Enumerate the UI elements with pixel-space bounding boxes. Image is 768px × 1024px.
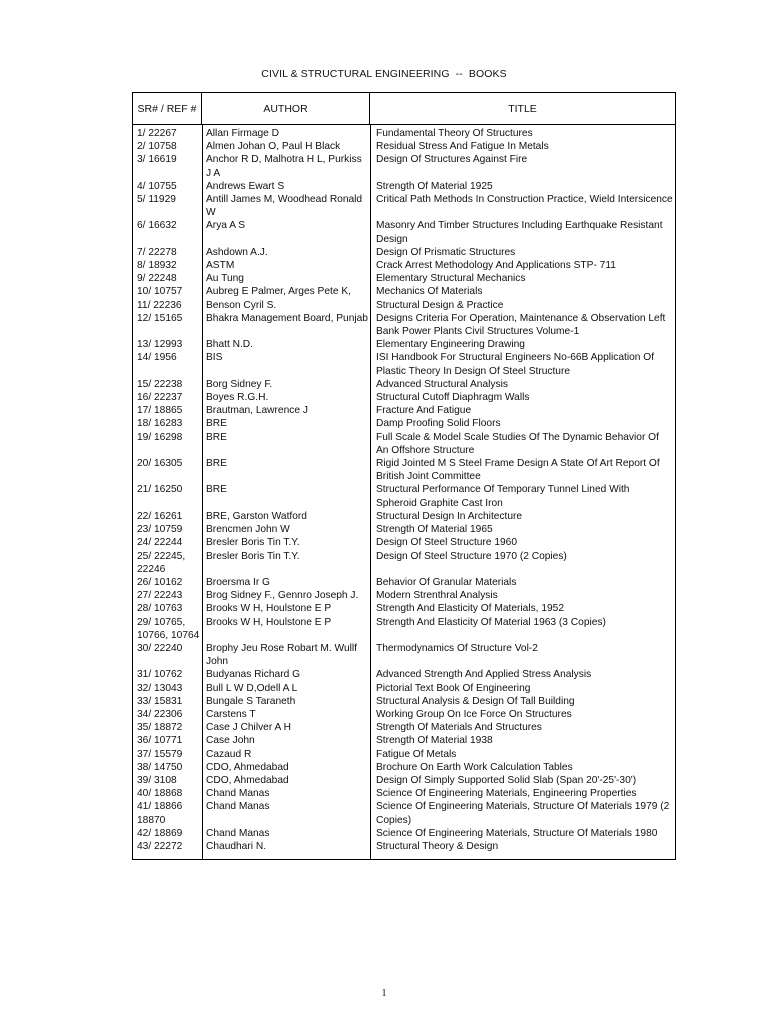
author-cell: Boyes R.G.H. bbox=[206, 392, 269, 404]
ref-cell: 5/ 11929 bbox=[137, 194, 176, 206]
author-cell: CDO, Ahmedabad bbox=[206, 761, 289, 773]
title-cell: Pictorial Text Book Of Engineering bbox=[376, 682, 531, 694]
table-row bbox=[133, 536, 675, 549]
author-cell: Brooks W H, Houlstone E P bbox=[206, 603, 332, 615]
table-row bbox=[133, 378, 675, 391]
table-row bbox=[133, 523, 675, 536]
title-cell: Crack Arrest Methodology And Applications STP- 711 bbox=[376, 260, 616, 272]
ref-cell: 9/ 22248 bbox=[137, 273, 177, 285]
table-row bbox=[133, 550, 675, 576]
table-row bbox=[133, 510, 675, 523]
title-cell: Science Of Engineering Materials, Structure Of Materials 1979 (2 Copies) bbox=[376, 801, 670, 826]
ref-cell: 22/ 16261 bbox=[137, 510, 183, 522]
column-divider bbox=[202, 125, 203, 859]
table-row bbox=[133, 431, 675, 457]
table-row bbox=[133, 351, 675, 377]
title-cell: Advanced Strength And Applied Stress Analysis bbox=[376, 669, 592, 681]
author-cell: Bresler Boris Tin T.Y. bbox=[206, 550, 300, 562]
table-row bbox=[133, 616, 675, 642]
author-cell: BRE bbox=[206, 418, 227, 430]
author-cell: Allan Firmage D bbox=[206, 128, 280, 139]
author-cell: Almen Johan O, Paul H Black bbox=[206, 141, 341, 153]
title-cell: Structural Theory & Design bbox=[376, 840, 499, 852]
ref-cell: 21/ 16250 bbox=[137, 484, 183, 496]
title-cell: Masonry And Timber Structures Including Earthquake Resistant Design bbox=[376, 220, 663, 245]
author-cell: Arya A S bbox=[206, 220, 246, 232]
title-cell: Thermodynamics Of Structure Vol-2 bbox=[376, 642, 538, 654]
column-divider bbox=[370, 125, 371, 859]
table-row bbox=[133, 127, 675, 140]
ref-cell: 41/ 18866 18870 bbox=[137, 801, 183, 826]
table-row bbox=[133, 668, 675, 681]
table-row bbox=[133, 827, 675, 840]
table-row bbox=[133, 457, 675, 483]
title-cell: Strength Of Material 1965 bbox=[376, 524, 493, 536]
ref-cell: 42/ 18869 bbox=[137, 827, 183, 839]
author-cell: Brooks W H, Houlstone E P bbox=[206, 616, 332, 628]
ref-cell: 6/ 16632 bbox=[137, 220, 177, 232]
author-cell: Andrews Ewart S bbox=[206, 180, 285, 192]
title-cell: Elementary Engineering Drawing bbox=[376, 339, 525, 351]
table-row bbox=[133, 246, 675, 259]
title-cell: Behavior Of Granular Materials bbox=[376, 576, 517, 588]
author-cell: Au Tung bbox=[206, 273, 244, 285]
table-row bbox=[133, 312, 675, 338]
table-row bbox=[133, 391, 675, 404]
table-row bbox=[133, 774, 675, 787]
ref-cell: 13/ 12993 bbox=[137, 339, 183, 351]
table-row bbox=[133, 338, 675, 351]
table-row bbox=[133, 140, 675, 153]
author-cell: Carstens T bbox=[206, 708, 256, 720]
table-row bbox=[133, 153, 675, 179]
author-cell: Benson Cyril S. bbox=[206, 299, 277, 311]
ref-cell: 40/ 18868 bbox=[137, 788, 183, 800]
table-row bbox=[133, 800, 675, 826]
title-cell: Advanced Structural Analysis bbox=[376, 378, 508, 390]
ref-cell: 8/ 18932 bbox=[137, 260, 177, 272]
title-cell: Design Of Structures Against Fire bbox=[376, 154, 528, 166]
header-title: TITLE bbox=[508, 102, 537, 115]
ref-cell: 29/ 10765, 10766, 10764 bbox=[137, 616, 200, 641]
table-row bbox=[133, 748, 675, 761]
table-row bbox=[133, 734, 675, 747]
author-cell: Bresler Boris Tin T.Y. bbox=[206, 537, 300, 549]
author-cell: Chand Manas bbox=[206, 788, 270, 800]
title-cell: Structural Performance Of Temporary Tunnel Lined With Spheroid Graphite Cast Iron bbox=[376, 484, 630, 509]
document-title: CIVIL & STRUCTURAL ENGINEERING -- BOOKS bbox=[261, 68, 507, 80]
title-cell: Working Group On Ice Force On Structures bbox=[376, 708, 572, 720]
ref-cell: 18/ 16283 bbox=[137, 418, 183, 430]
table-header-row bbox=[133, 93, 675, 125]
ref-cell: 39/ 3108 bbox=[137, 774, 177, 786]
author-cell: BRE, Garston Watford bbox=[206, 510, 307, 522]
table-row bbox=[133, 299, 675, 312]
author-cell: Brophy Jeu Rose Robart M. Wullf John bbox=[206, 642, 357, 668]
author-cell: Broersma Ir G bbox=[206, 576, 270, 588]
author-cell: Aubreg E Palmer, Arges Pete K, bbox=[206, 286, 351, 298]
title-cell: Brochure On Earth Work Calculation Tables bbox=[376, 761, 573, 773]
table-body bbox=[133, 125, 675, 859]
author-cell: Chand Manas bbox=[206, 827, 270, 839]
table-row bbox=[133, 787, 675, 800]
ref-cell: 38/ 14750 bbox=[137, 761, 183, 773]
author-cell: Case J Chilver A H bbox=[206, 722, 291, 734]
ref-cell: 23/ 10759 bbox=[137, 524, 183, 536]
title-cell: Modern Strenthral Analysis bbox=[376, 590, 498, 602]
table-row bbox=[133, 576, 675, 589]
header-author: AUTHOR bbox=[202, 93, 370, 124]
author-cell: Bhakra Management Board, Punjab bbox=[206, 312, 368, 324]
ref-cell: 30/ 22240 bbox=[137, 642, 183, 654]
ref-cell: 36/ 10771 bbox=[137, 735, 183, 747]
author-cell: Brog Sidney F., Gennro Joseph J. bbox=[206, 590, 359, 602]
title-cell: Critical Path Methods In Construction Practice, Wield Intersicence bbox=[376, 194, 673, 206]
ref-cell: 3/ 16619 bbox=[137, 154, 177, 166]
ref-cell: 12/ 15165 bbox=[137, 312, 183, 324]
author-cell: Bhatt N.D. bbox=[206, 339, 253, 351]
table-row bbox=[133, 272, 675, 285]
ref-cell: 17/ 18865 bbox=[137, 405, 183, 417]
table-row bbox=[133, 761, 675, 774]
author-cell: Chand Manas bbox=[206, 801, 270, 813]
table-row bbox=[133, 721, 675, 734]
author-cell: Ashdown A.J. bbox=[206, 246, 268, 258]
ref-cell: 24/ 22244 bbox=[137, 537, 183, 549]
table-row bbox=[133, 219, 675, 245]
table-row bbox=[133, 682, 675, 695]
title-cell: Strength And Elasticity Of Materials, 1952 bbox=[376, 603, 564, 615]
title-cell: Fracture And Fatigue bbox=[376, 405, 472, 417]
ref-cell: 14/ 1956 bbox=[137, 352, 177, 364]
ref-cell: 26/ 10162 bbox=[137, 576, 183, 588]
title-cell: Mechanics Of Materials bbox=[376, 286, 483, 298]
title-cell: Strength Of Material 1938 bbox=[376, 735, 493, 747]
author-cell: BRE bbox=[206, 458, 227, 470]
author-cell: Cazaud R bbox=[206, 748, 252, 760]
ref-cell: 1/ 22267 bbox=[137, 128, 177, 139]
ref-cell: 35/ 18872 bbox=[137, 722, 183, 734]
title-cell: Fatigue Of Metals bbox=[376, 748, 457, 760]
title-cell: Elementary Structural Mechanics bbox=[376, 273, 526, 285]
title-cell: Damp Proofing Solid Floors bbox=[376, 418, 501, 430]
table-row bbox=[133, 483, 675, 509]
ref-cell: 10/ 10757 bbox=[137, 286, 183, 298]
ref-cell: 32/ 13043 bbox=[137, 682, 183, 694]
page-number: 1 bbox=[381, 988, 387, 999]
title-cell: Design Of Steel Structure 1970 (2 Copies) bbox=[376, 550, 567, 562]
author-cell: Brautman, Lawrence J bbox=[206, 405, 308, 417]
table-row bbox=[133, 404, 675, 417]
ref-cell: 16/ 22237 bbox=[137, 392, 183, 404]
title-cell: Science Of Engineering Materials, Engineering Properties bbox=[376, 788, 637, 800]
ref-cell: 28/ 10763 bbox=[137, 603, 183, 615]
title-cell: Rigid Jointed M S Steel Frame Design A State Of Art Report Of British Joint Committee bbox=[376, 458, 660, 483]
table-row bbox=[133, 695, 675, 708]
ref-cell: 15/ 22238 bbox=[137, 378, 183, 390]
ref-cell: 34/ 22306 bbox=[137, 708, 183, 720]
title-cell: Science Of Engineering Materials, Structure Of Materials 1980 bbox=[376, 827, 658, 839]
author-cell: ASTM bbox=[206, 260, 235, 272]
title-cell: Structural Design In Architecture bbox=[376, 510, 523, 522]
author-cell: Bungale S Taraneth bbox=[206, 695, 296, 707]
ref-cell: 4/ 10755 bbox=[137, 180, 177, 192]
author-cell: BRE bbox=[206, 431, 227, 443]
title-cell: Structural Design & Practice bbox=[376, 299, 504, 311]
author-cell: Antill James M, Woodhead Ronald W bbox=[206, 194, 363, 219]
ref-cell: 43/ 22272 bbox=[137, 840, 183, 852]
ref-cell: 7/ 22278 bbox=[137, 246, 177, 258]
table-row bbox=[133, 840, 675, 853]
books-table bbox=[132, 92, 676, 860]
table-row bbox=[133, 285, 675, 298]
table-row bbox=[133, 259, 675, 272]
author-cell: Case John bbox=[206, 735, 255, 747]
author-cell: BRE bbox=[206, 484, 227, 496]
title-cell: ISI Handbook For Structural Engineers No-66B Application Of Plastic Theory In Design Of Steel Structure bbox=[376, 352, 655, 377]
author-cell: Brencmen John W bbox=[206, 524, 290, 536]
table-row bbox=[133, 589, 675, 602]
author-cell: Anchor R D, Malhotra H L, Purkiss J A bbox=[206, 154, 362, 179]
ref-cell: 25/ 22245, 22246 bbox=[137, 550, 186, 575]
ref-cell: 33/ 15831 bbox=[137, 695, 183, 707]
author-cell: Chaudhari N. bbox=[206, 840, 267, 852]
ref-cell: 27/ 22243 bbox=[137, 590, 183, 602]
table-row bbox=[133, 193, 675, 219]
ref-cell: 19/ 16298 bbox=[137, 431, 183, 443]
title-cell: Design Of Prismatic Structures bbox=[376, 246, 516, 258]
title-cell: Structural Analysis & Design Of Tall Building bbox=[376, 695, 575, 707]
author-cell: CDO, Ahmedabad bbox=[206, 774, 289, 786]
ref-cell: 37/ 15579 bbox=[137, 748, 183, 760]
title-cell: Strength Of Materials And Structures bbox=[376, 722, 542, 734]
title-cell: Residual Stress And Fatigue In Metals bbox=[376, 141, 549, 153]
author-cell: BIS bbox=[206, 352, 223, 364]
ref-cell: 20/ 16305 bbox=[137, 458, 183, 470]
title-cell: Structural Cutoff Diaphragm Walls bbox=[376, 392, 530, 404]
title-cell: Design Of Steel Structure 1960 bbox=[376, 537, 518, 549]
title-cell: Fundamental Theory Of Structures bbox=[376, 128, 533, 139]
title-cell: Strength Of Material 1925 bbox=[376, 180, 493, 192]
ref-cell: 31/ 10762 bbox=[137, 669, 183, 681]
table-row bbox=[133, 708, 675, 721]
title-cell: Designs Criteria For Operation, Maintenance & Observation Left Bank Power Plants Civil Structures Volume-1 bbox=[376, 312, 666, 338]
table-row bbox=[133, 642, 675, 668]
author-cell: Borg Sidney F. bbox=[206, 378, 273, 390]
author-cell: Bull L W D,Odell A L bbox=[206, 682, 298, 694]
title-cell: Design Of Simply Supported Solid Slab (Span 20'-25'-30') bbox=[376, 774, 637, 786]
title-cell: Full Scale & Model Scale Studies Of The Dynamic Behavior Of An Offshore Structure bbox=[376, 431, 659, 456]
author-cell: Budyanas Richard G bbox=[206, 669, 301, 681]
table-row bbox=[133, 417, 675, 430]
ref-cell: 11/ 22236 bbox=[137, 299, 182, 311]
table-row bbox=[133, 180, 675, 193]
title-cell: Strength And Elasticity Of Material 1963 (3 Copies) bbox=[376, 616, 606, 628]
table-row bbox=[133, 602, 675, 615]
ref-cell: 2/ 10758 bbox=[137, 141, 177, 153]
header-ref: SR# / REF # bbox=[133, 93, 202, 124]
